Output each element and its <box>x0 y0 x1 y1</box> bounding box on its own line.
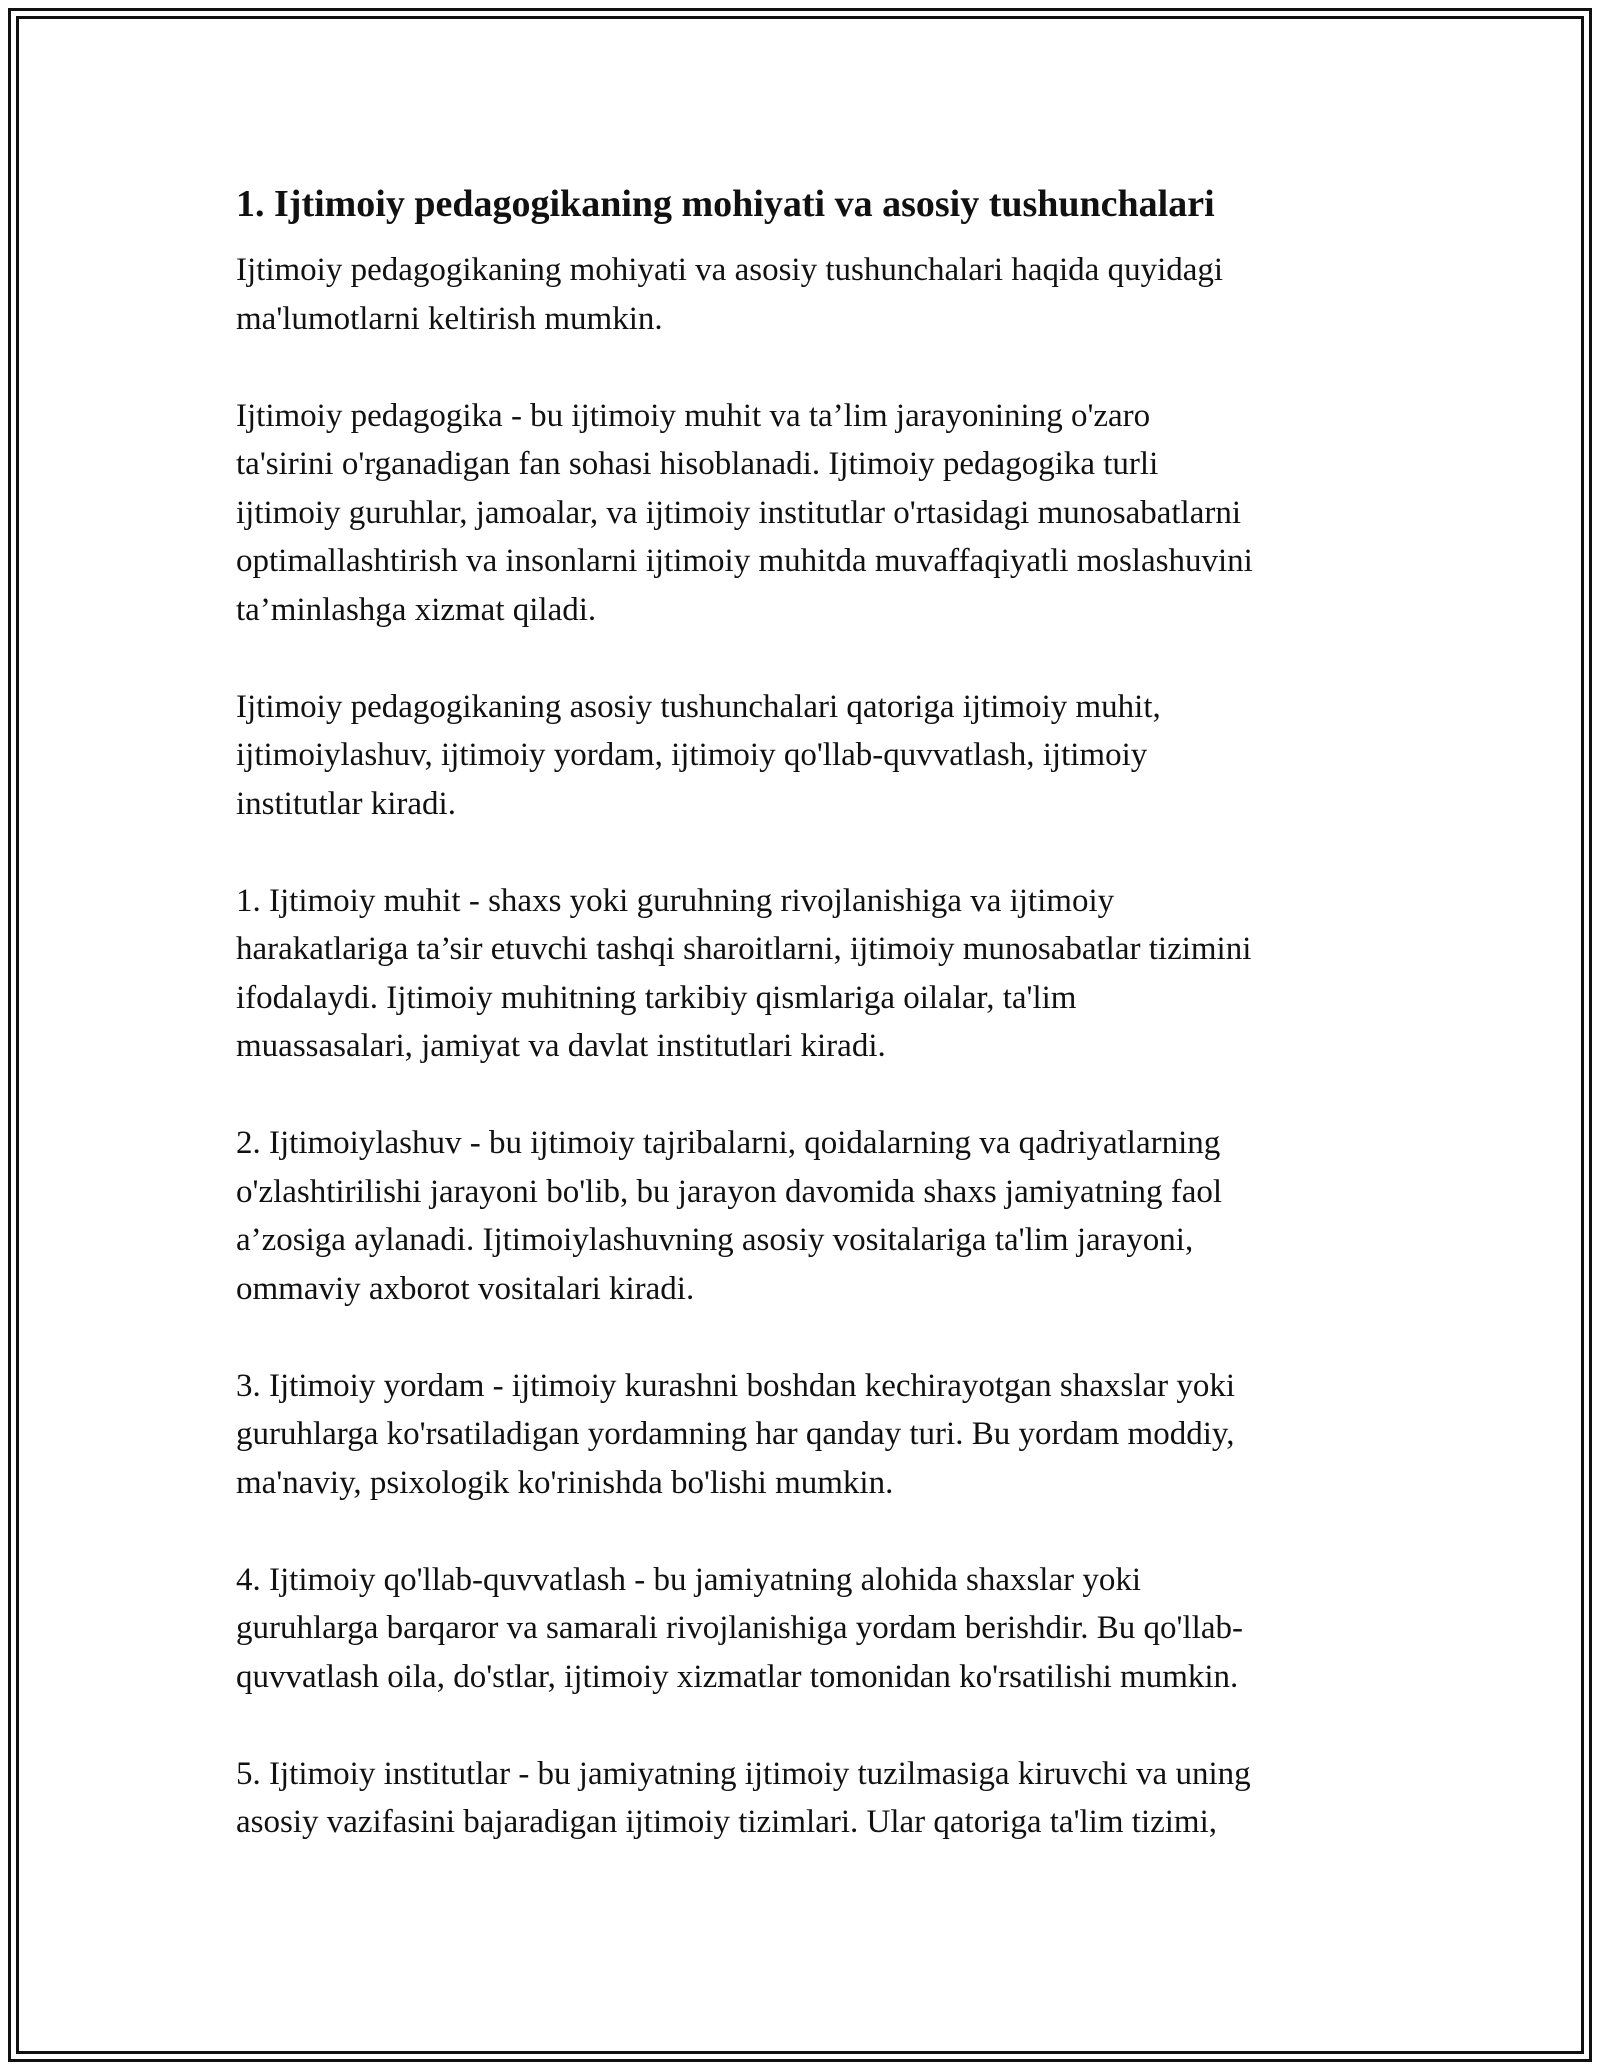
list-item-socialization <box>236 1119 1376 1313</box>
paragraph-line: ma'lumotlarni keltirish mumkin. <box>236 300 663 337</box>
paragraph-line: 2. Ijtimoiylashuv - bu ijtimoiy tajribalarni, qoidalarning va qadriyatlarning <box>236 1125 1221 1161</box>
paragraph-line: ma'naviy, psixologik ko'rinishda bo'lishi mumkin. <box>236 1464 894 1501</box>
paragraph-line: a’zosiga aylanadi. Ijtimoiylashuvning asosiy vositalariga ta'lim jarayoni, <box>236 1222 1194 1258</box>
paragraph-line: muassasalari, jamiyat va davlat institutlari kiradi. <box>236 1028 886 1064</box>
paragraph-line: optimallashtirish va insonlarni ijtimoiy muhitda muvaffaqiyatli moslashuvini <box>236 543 1253 579</box>
list-item-social-institutions <box>236 1750 1376 1847</box>
paragraph-line: ta’minlashga xizmat qiladi. <box>236 591 597 628</box>
paragraph-line: guruhlarga ko'rsatiladigan yordamning har qanday turi. Bu yordam moddiy, <box>236 1416 1235 1452</box>
paragraph-key-concepts <box>236 683 1376 829</box>
paragraph-line: Ijtimoiy pedagogikaning asosiy tushunchalari qatoriga ijtimoiy muhit, <box>236 688 1161 725</box>
list-item-social-environment <box>236 877 1376 1071</box>
paragraph-line: o'zlashtirilishi jarayoni bo'lib, bu jarayon davomida shaxs jamiyatning faol <box>236 1173 1223 1210</box>
list-item-social-assistance <box>236 1362 1376 1508</box>
paragraph-line: asosiy vazifasini bajaradigan ijtimoiy tizimlari. Ular qatoriga ta'lim tizimi, <box>236 1804 1218 1840</box>
paragraph-intro <box>236 246 1376 343</box>
paragraph-line: guruhlarga barqaror va samarali rivojlanishiga yordam berishdir. Bu qo'llab- <box>236 1610 1243 1646</box>
paragraph-line: 1. Ijtimoiy muhit - shaxs yoki guruhning rivojlanishiga va ijtimoiy <box>236 882 1115 919</box>
section-heading: 1. Ijtimoiy pedagogikaning mohiyati va asosiy tushunchalari <box>236 183 1215 225</box>
paragraph-line: ijtimoiylashuv, ijtimoiy yordam, ijtimoiy qo'llab-quvvatlash, ijtimoiy <box>236 737 1148 773</box>
paragraph-line: harakatlariga ta’sir etuvchi tashqi sharoitlarni, ijtimoiy munosabatlar tizimini <box>236 931 1252 967</box>
paragraph-line: 3. Ijtimoiy yordam - ijtimoiy kurashni boshdan kechirayotgan shaxslar yoki <box>236 1367 1235 1404</box>
paragraph-line: ta'sirini o'rganadigan fan sohasi hisoblanadi. Ijtimoiy pedagogika turli <box>236 446 1159 482</box>
paragraph-line: 4. Ijtimoiy qo'llab-quvvatlash - bu jamiyatning alohida shaxslar yoki <box>236 1561 1142 1598</box>
document-body <box>236 180 1376 1895</box>
list-item-social-support <box>236 1556 1376 1702</box>
paragraph-line: institutlar kiradi. <box>236 785 456 822</box>
paragraph-line: ijtimoiy guruhlar, jamoalar, va ijtimoiy institutlar o'rtasidagi munosabatlarni <box>236 494 1242 531</box>
paragraph-line: 5. Ijtimoiy institutlar - bu jamiyatning ijtimoiy tuzilmasiga kiruvchi va uning <box>236 1755 1251 1792</box>
paragraph-line: quvvatlash oila, do'stlar, ijtimoiy xizmatlar tomonidan ko'rsatilishi mumkin. <box>236 1658 1239 1695</box>
paragraph-line: ifodalaydi. Ijtimoiy muhitning tarkibiy qismlariga oilalar, ta'lim <box>236 979 1077 1016</box>
paragraph-definition <box>236 392 1376 635</box>
paragraph-line: Ijtimoiy pedagogika - bu ijtimoiy muhit va ta’lim jarayonining o'zaro <box>236 397 1151 434</box>
paragraph-line: Ijtimoiy pedagogikaning mohiyati va asosiy tushunchalari haqida quyidagi <box>236 252 1224 288</box>
paragraph-line: ommaviy axborot vositalari kiradi. <box>236 1270 695 1307</box>
